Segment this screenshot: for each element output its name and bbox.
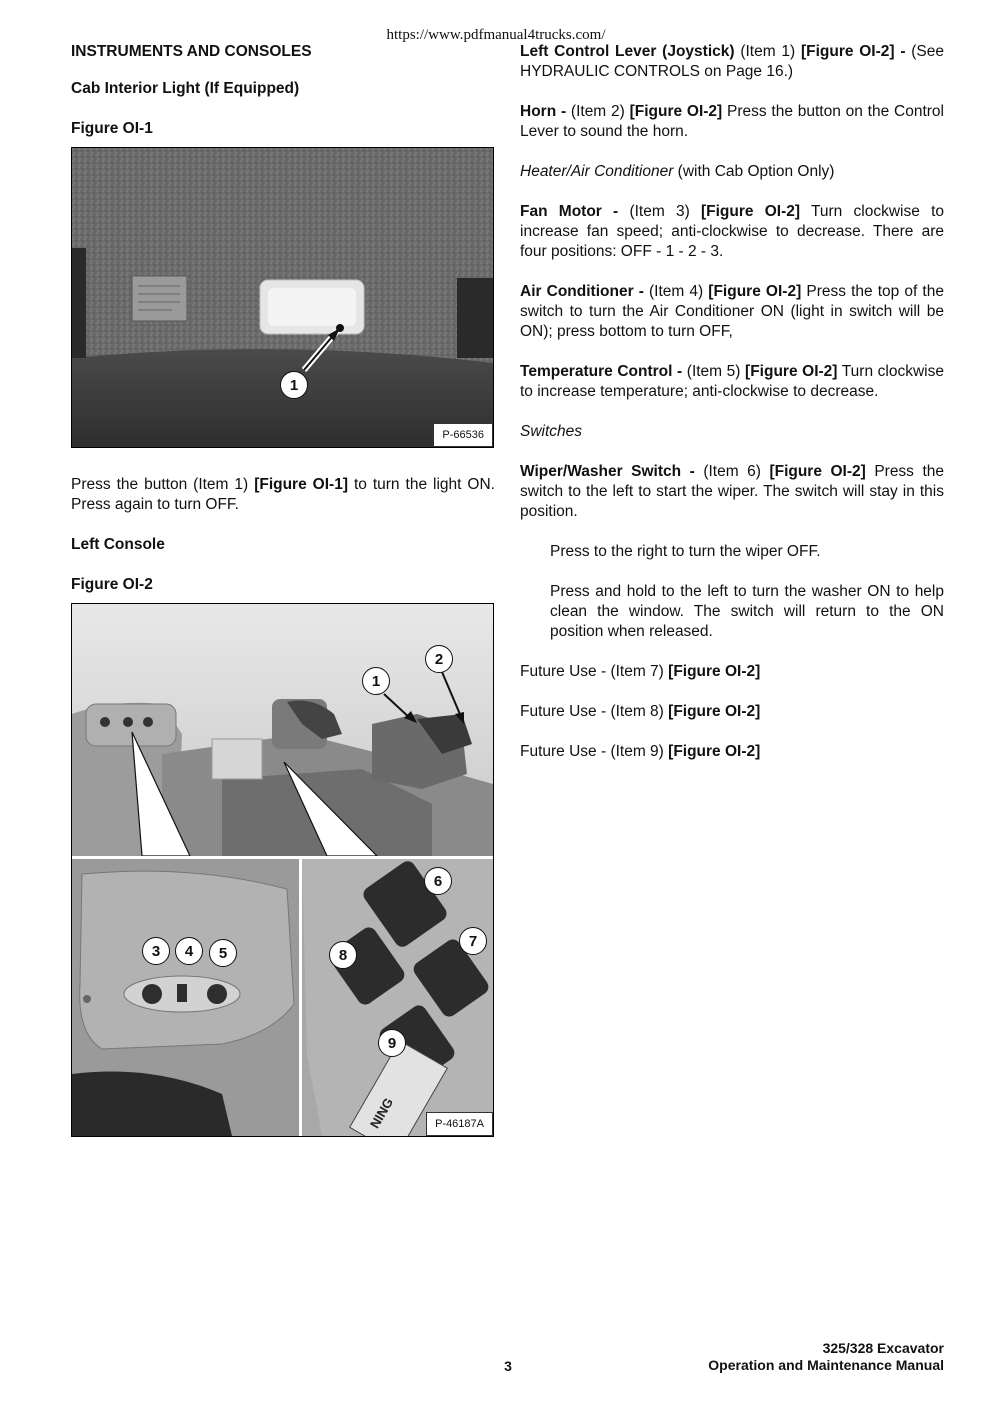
future-use-item-9: Future Use - (Item 9) [Figure OI-2] <box>520 743 761 760</box>
left-column <box>71 42 495 1137</box>
left-console-heading: Left Console <box>71 536 165 553</box>
wiper-washer-paragraph: Wiper/Washer Switch - (Item 6) [Figure OI-2] Press the switch to the left to start the wiper. The switch will stay in this position. <box>520 463 944 520</box>
joystick-paragraph: Left Control Lever (Joystick) (Item 1) [Figure OI-2] - (See HYDRAULIC CONTROLS on Page 16.) <box>520 43 945 80</box>
figure-oi-1-photo <box>71 147 494 448</box>
page-number: 3 <box>504 1358 512 1374</box>
switches-subheading: Switches <box>520 423 583 440</box>
heater-subheading: Heater/Air Conditioner (with Cab Option Only) <box>520 163 835 180</box>
source-url[interactable]: https://www.pdfmanual4trucks.com/ <box>386 27 606 43</box>
cab-light-illustration <box>72 148 493 447</box>
right-column <box>520 42 944 762</box>
figure-oi-2-callout-7: 7 <box>459 927 487 955</box>
section-title: INSTRUMENTS AND CONSOLES <box>71 43 312 60</box>
cab-light-instructions: Press the button (Item 1) [Figure OI-1] to turn the light ON. Press again to turn OFF. <box>71 476 495 513</box>
figure-oi-1-label: Figure OI-1 <box>71 120 153 137</box>
figure-oi-1-callout-1: 1 <box>280 371 308 399</box>
horn-paragraph: Horn - (Item 2) [Figure OI-2] Press the button on the Control Lever to sound the horn. <box>520 103 944 140</box>
fan-motor-paragraph: Fan Motor - (Item 3) [Figure OI-2] Turn clockwise to increase fan speed; anti-clockwise to decrease. There are four positions: OFF - 1 - 2 - 3. <box>520 203 945 260</box>
future-use-item-7: Future Use - (Item 7) [Figure OI-2] <box>520 663 761 680</box>
manual-title-line-1: 325/328 Excavator <box>822 1340 944 1356</box>
wiper-off-paragraph: Press to the right to turn the wiper OFF. <box>550 543 821 560</box>
manual-title-line-2: Operation and Maintenance Manual <box>708 1357 944 1373</box>
temperature-control-paragraph: Temperature Control - (Item 5) [Figure OI-2] Turn clockwise to increase temperature; anti-clockwise to decrease. <box>520 363 944 400</box>
figure-oi-2-callout-1: 1 <box>362 667 390 695</box>
figure-oi-1-code: P-66536 <box>433 423 493 447</box>
cab-light-heading: Cab Interior Light (If Equipped) <box>71 80 300 97</box>
future-use-item-8: Future Use - (Item 8) [Figure OI-2] <box>520 703 761 720</box>
figure-oi-2-callout-3: 3 <box>142 937 170 965</box>
figure-oi-2-label: Figure OI-2 <box>71 576 153 593</box>
figure-oi-2-callout-2: 2 <box>425 645 453 673</box>
figure-oi-2-callout-5: 5 <box>209 939 237 967</box>
warning-sticker-text: NING <box>366 1095 397 1131</box>
washer-paragraph: Press and hold to the left to turn the washer ON to help clean the window. The switch will return to the ON position when released. <box>550 583 944 640</box>
figure-oi-2-code: P-46187A <box>426 1112 493 1136</box>
figure-oi-2-callout-8: 8 <box>329 941 357 969</box>
figure-oi-2-photo <box>71 603 494 1137</box>
air-conditioner-paragraph: Air Conditioner - (Item 4) [Figure OI-2] Press the top of the switch to turn the Air Conditioner ON (light in switch will be ON); press bottom to turn OFF, <box>520 283 944 340</box>
manual-title <box>708 1340 944 1374</box>
figure-oi-2-callout-4: 4 <box>175 937 203 965</box>
figure-oi-2-callout-6: 6 <box>424 867 452 895</box>
figure-oi-2-callout-9: 9 <box>378 1029 406 1057</box>
